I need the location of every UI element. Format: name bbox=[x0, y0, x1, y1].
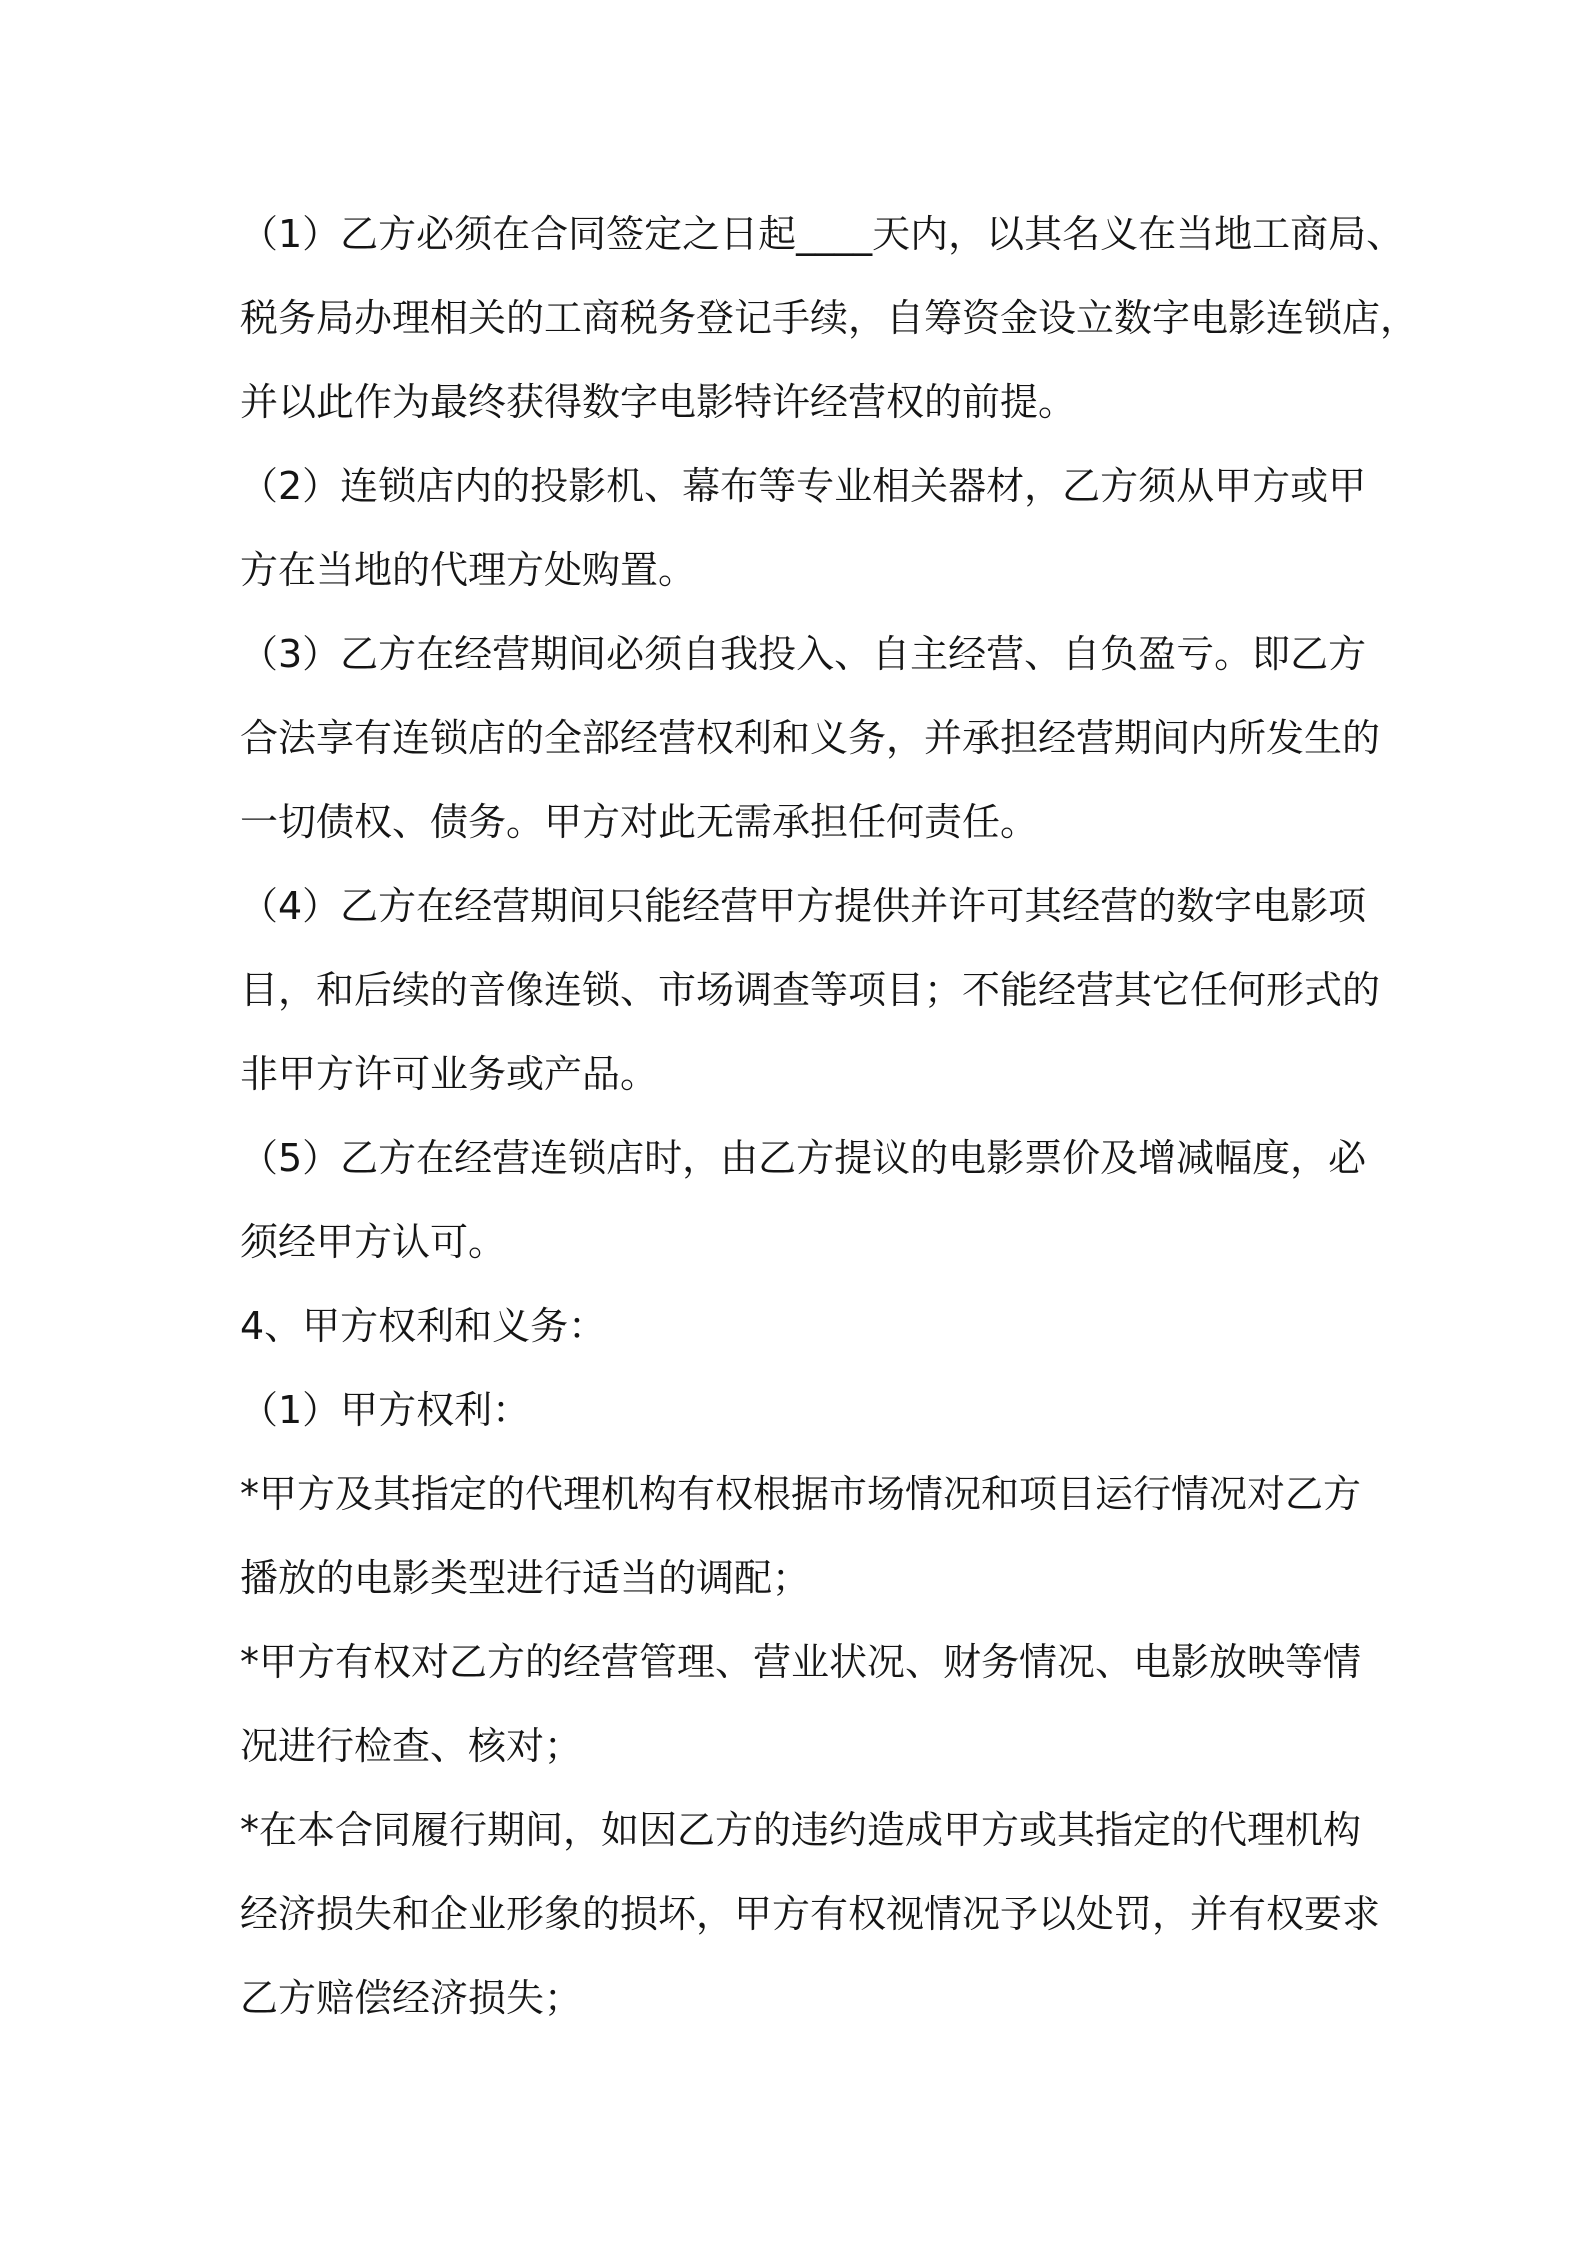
right-3-line-2: 经济损失和企业形象的损坏，甲方有权视情况予以处罚，并有权要求 bbox=[240, 1892, 1381, 1936]
section-4-heading: 4、甲方权利和义务： bbox=[240, 1304, 607, 1348]
document-body bbox=[240, 192, 1419, 2040]
right-2-line-1: *甲方有权对乙方的经营管理、营业状况、财务情况、电影放映等情 bbox=[240, 1640, 1362, 1684]
clause-2-line-2: 方在当地的代理方处购置。 bbox=[240, 548, 697, 592]
clause-5-line-2: 须经甲方认可。 bbox=[240, 1220, 507, 1264]
clause-4-line-1: （4）乙方在经营期间只能经营甲方提供并许可其经营的数字电影项 bbox=[240, 884, 1367, 928]
right-1-line-1: *甲方及其指定的代理机构有权根据市场情况和项目运行情况对乙方 bbox=[240, 1472, 1362, 1516]
clause-1-line-3: 并以此作为最终获得数字电影特许经营权的前提。 bbox=[240, 380, 1077, 424]
clause-1-line-1: （1）乙方必须在合同签定之日起____天内，以其名义在当地工商局、 bbox=[240, 212, 1405, 256]
clause-3-line-3: 一切债权、债务。甲方对此无需承担任何责任。 bbox=[240, 800, 1039, 844]
clause-5-line-1: （5）乙方在经营连锁店时，由乙方提议的电影票价及增减幅度，必 bbox=[240, 1136, 1367, 1180]
clause-1-line-2: 税务局办理相关的工商税务登记手续，自筹资金设立数字电影连锁店， bbox=[240, 296, 1419, 340]
clause-3-line-1: （3）乙方在经营期间必须自我投入、自主经营、自负盈亏。即乙方 bbox=[240, 632, 1367, 676]
right-2-line-2: 况进行检查、核对； bbox=[240, 1724, 583, 1768]
right-3-line-1: *在本合同履行期间，如因乙方的违约造成甲方或其指定的代理机构 bbox=[240, 1808, 1362, 1852]
subsection-1-heading: （1）甲方权利： bbox=[240, 1388, 531, 1432]
clause-2-line-1: （2）连锁店内的投影机、幕布等专业相关器材，乙方须从甲方或甲 bbox=[240, 464, 1367, 508]
clause-4-line-3: 非甲方许可业务或产品。 bbox=[240, 1052, 659, 1096]
right-1-line-2: 播放的电影类型进行适当的调配； bbox=[240, 1556, 811, 1600]
clause-4-line-2: 目，和后续的音像连锁、市场调查等项目；不能经营其它任何形式的 bbox=[240, 968, 1381, 1012]
clause-3-line-2: 合法享有连锁店的全部经营权利和义务，并承担经营期间内所发生的 bbox=[240, 716, 1381, 760]
right-3-line-3: 乙方赔偿经济损失； bbox=[240, 1976, 583, 2020]
